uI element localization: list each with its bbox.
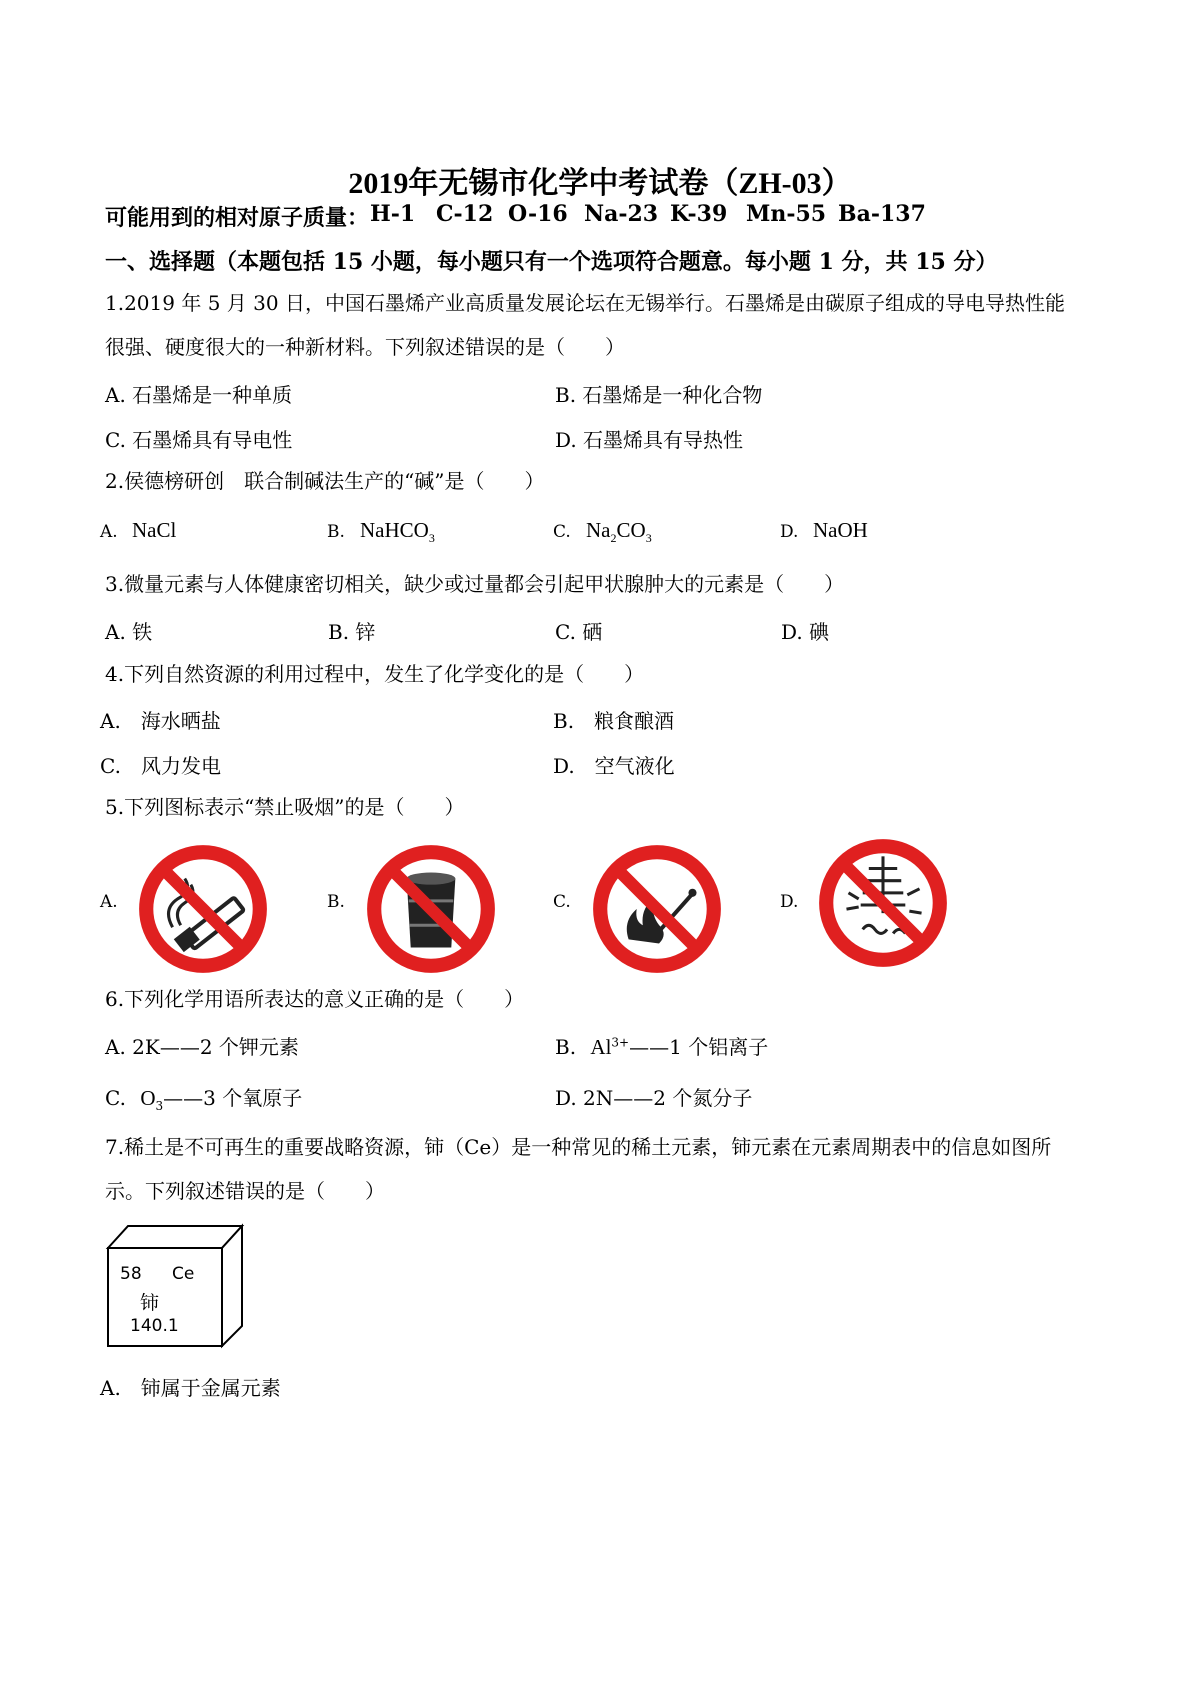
q2-c-sub1: 2 [610, 531, 617, 546]
question-5-stem: 5.下列图标表示“禁止吸烟”的是（ ） [105, 795, 465, 819]
question-3-stem: 3.微量元素与人体健康密切相关，缺少或过量都会引起甲状腺肿大的元素是（ ） [105, 572, 845, 596]
question-6-stem: 6.下列化学用语所表达的意义正确的是（ ） [105, 987, 525, 1011]
q2-option-c-letter: C. [553, 522, 571, 542]
q2-b-subscript: 3 [428, 531, 435, 546]
question-7-line-2: 示。下列叙述错误的是（ ） [105, 1179, 385, 1203]
atomic-mass-o: O-16 [508, 201, 568, 227]
atomic-mass-label: 可能用到的相对原子质量： [105, 205, 370, 231]
q1-option-b[interactable]: B. 石墨烯是一种化合物 [555, 383, 763, 407]
atomic-mass-k: K-39 [670, 201, 728, 227]
no-smoking-sign-icon[interactable] [132, 838, 274, 980]
q7-option-a[interactable]: A. 铈属于金属元素 [100, 1376, 281, 1400]
q5-option-d-letter: D. [780, 892, 799, 912]
q4-option-c[interactable]: C. 风力发电 [100, 754, 221, 778]
q3-option-b[interactable]: B. 锌 [328, 620, 376, 644]
q6-option-a[interactable]: A. 2K——2 个钾元素 [105, 1035, 299, 1059]
q2-option-d[interactable]: NaOH [813, 518, 868, 542]
q6-c-subscript: 3 [155, 1099, 164, 1113]
atomic-mass-h: H-1 [370, 201, 416, 227]
q6-c-letter: C. [105, 1086, 126, 1110]
no-fireworks-sign-icon[interactable] [812, 832, 954, 974]
atomic-mass-c: C-12 [436, 201, 494, 227]
no-open-flame-sign-icon[interactable] [586, 838, 728, 980]
element-atomic-mass: 140.1 [130, 1316, 179, 1336]
q2-option-b-letter: B. [327, 522, 345, 542]
q6-b-charge: 3+ [611, 1035, 630, 1050]
question-2-stem: 2.侯德榜研创 联合制碱法生产的“碱”是（ ） [105, 469, 545, 493]
element-atomic-number: 58 [120, 1264, 142, 1284]
q6-b-symbol: Al [590, 1035, 612, 1059]
question-1-line-1: 1.2019 年 5 月 30 日，中国石墨烯产业高质量发展论坛在无锡举行。石墨烯是由碳原子组成的导电导热性能 [105, 291, 1065, 315]
q4-option-b[interactable]: B. 粮食酿酒 [553, 709, 675, 733]
q1-option-a[interactable]: A. 石墨烯是一种单质 [105, 383, 293, 407]
q2-option-a-letter: A. [100, 522, 118, 542]
element-name: 铈 [140, 1292, 160, 1314]
q2-b-formula: NaHCO [360, 518, 429, 542]
atomic-mass-ba: Ba-137 [838, 201, 926, 227]
q6-c-symbol: O [140, 1086, 156, 1110]
q2-c-na: Na [586, 518, 611, 542]
q2-c-co: CO [616, 518, 646, 542]
q2-c-sub2: 3 [645, 531, 652, 546]
q3-option-c[interactable]: C. 硒 [555, 620, 603, 644]
q5-option-a-letter: A. [100, 892, 118, 912]
page-title: 2019年无锡市化学中考试卷（ZH-03） [348, 167, 852, 200]
question-1-line-2: 很强、硬度很大的一种新材料。下列叙述错误的是（ ） [105, 335, 625, 359]
q5-option-c-letter: C. [553, 892, 571, 912]
q2-option-d-letter: D. [780, 522, 799, 542]
question-7-line-1: 7.稀土是不可再生的重要战略资源，铈（Ce）是一种常见的稀土元素，铈元素在元素周期表中的信息如图所 [105, 1135, 1052, 1159]
q6-b-text: ——1 个铝离子 [629, 1035, 769, 1059]
no-oil-drum-sign-icon[interactable] [360, 838, 502, 980]
q4-option-d[interactable]: D. 空气液化 [553, 754, 675, 778]
q2-option-b[interactable] [360, 518, 435, 546]
q1-option-c[interactable]: C. 石墨烯具有导电性 [105, 428, 293, 452]
q6-option-c[interactable] [105, 1082, 302, 1113]
atomic-mass-na: Na-23 [584, 201, 659, 227]
q5-option-b-letter: B. [327, 892, 345, 912]
q6-option-b[interactable] [555, 1031, 768, 1060]
q6-option-d[interactable]: D. 2N——2 个氮分子 [555, 1086, 753, 1110]
section-heading: 一、选择题（本题包括 15 小题，每小题只有一个选项符合题意。每小题 1 分，共 15 分） [105, 249, 998, 275]
q6-b-letter: B. [555, 1035, 577, 1059]
q4-option-a[interactable]: A. 海水晒盐 [100, 709, 221, 733]
question-4-stem: 4.下列自然资源的利用过程中，发生了化学变化的是（ ） [105, 662, 645, 686]
atomic-mass-mn: Mn-55 [746, 201, 827, 227]
q2-option-a[interactable]: NaCl [132, 518, 177, 542]
q6-c-text: ——3 个氧原子 [163, 1086, 303, 1110]
element-symbol: Ce [172, 1264, 195, 1284]
q3-option-a[interactable]: A. 铁 [105, 620, 153, 644]
q3-option-d[interactable]: D. 碘 [781, 620, 830, 644]
q1-option-d[interactable]: D. 石墨烯具有导热性 [555, 428, 744, 452]
q2-option-c[interactable] [586, 518, 652, 546]
